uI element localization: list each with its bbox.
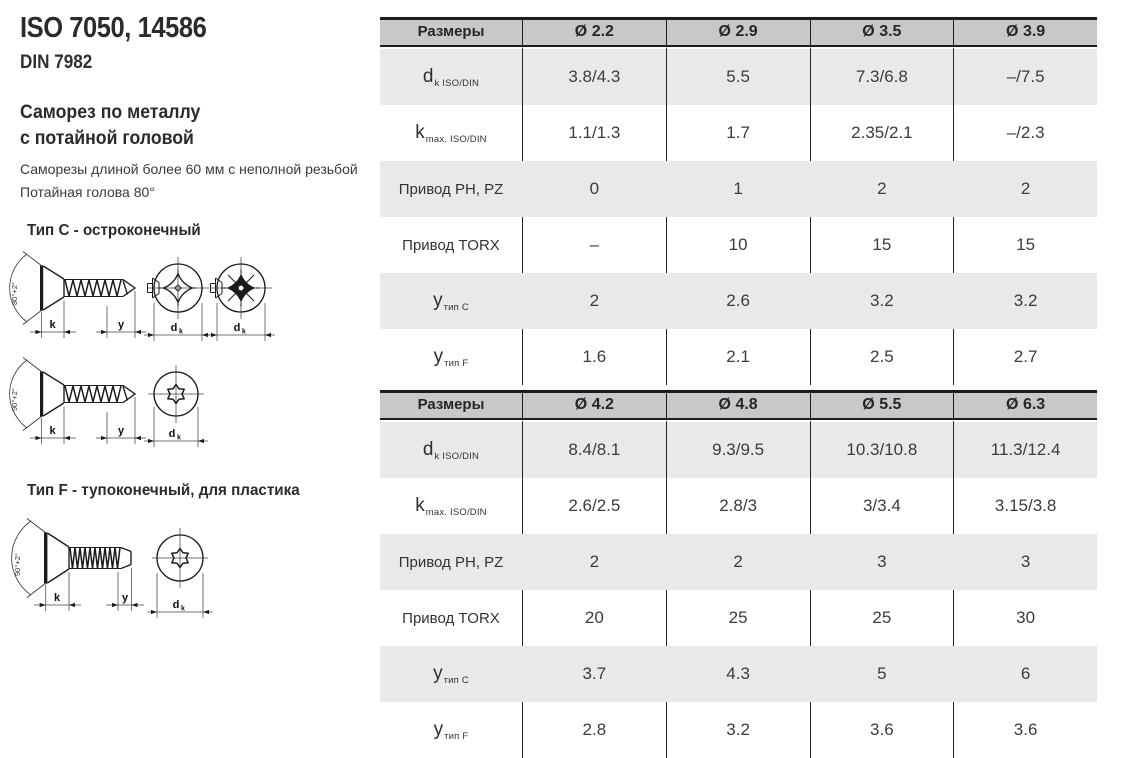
value-cell: 1.7 (666, 105, 810, 161)
value-cell: 3.15/3.8 (953, 478, 1097, 534)
value-cell: 20 (522, 590, 666, 646)
product-name-line2: с потайной головой (20, 128, 194, 149)
value-cell: 2.35/2.1 (810, 105, 954, 161)
value-cell: 3/3.4 (810, 478, 954, 534)
dim-label-k: k (49, 319, 56, 331)
value-cell: 9.3/9.5 (666, 420, 810, 478)
head-view-torx (144, 365, 208, 447)
value-cell: 4.3 (666, 646, 810, 702)
value-cell: 10 (666, 217, 810, 273)
product-name-line1: Саморез по металлу (20, 102, 201, 123)
dim-label-y: y (117, 319, 125, 331)
value-cell: 1.1/1.3 (522, 105, 666, 161)
note-thread: Саморезы длиной более 60 мм с неполной резьбой (20, 161, 358, 177)
value-cell: 5.5 (666, 47, 810, 105)
value-cell: 2.6/2.5 (522, 478, 666, 534)
diameter-column-header: Ø 4.8 (666, 390, 810, 420)
spec-row (380, 105, 1097, 161)
dim-label-dk-sub: k (179, 328, 183, 336)
product-name (20, 100, 200, 152)
head-face (40, 266, 43, 311)
value-cell: 2 (666, 534, 810, 590)
head-view-pz (207, 257, 275, 341)
screw-side-view (10, 358, 146, 445)
row-label: $d_{k ISO/DIN}$ (380, 47, 522, 105)
diameter-column-header: Ø 5.5 (810, 390, 954, 420)
dim-label-k: k (49, 425, 56, 437)
row-label: $y_{тип F}$ (433, 718, 469, 742)
row-label: Привод TORX (402, 236, 500, 254)
value-cell: 0 (522, 161, 666, 217)
diameter-column-header: Ø 6.3 (953, 390, 1097, 420)
row-label: $k_{max. ISO/DIN}$ (415, 121, 487, 145)
value-cell: 6 (953, 646, 1097, 702)
spec-row (380, 329, 1097, 385)
dim-label-y: y (121, 592, 129, 604)
dim-label-k: k (53, 592, 61, 604)
row-label: $y_{тип F}$ (433, 345, 469, 369)
dimensions-table-large (380, 390, 1097, 758)
value-cell: 25 (666, 590, 810, 646)
type-c-drawing-ph-pz (6, 246, 278, 350)
dim-label-dk: d (168, 428, 176, 440)
value-cell: 2.5 (810, 329, 954, 385)
row-label: Привод PH, PZ (380, 161, 522, 217)
dim-label-dk-sub: k (242, 328, 246, 336)
value-cell: 30 (953, 590, 1097, 646)
dim-label-y: y (117, 425, 125, 437)
spec-row (380, 161, 1097, 217)
spec-row (380, 478, 1097, 534)
dimensions-corner-header: Размеры (380, 17, 522, 47)
value-cell: –/2.3 (953, 105, 1097, 161)
head-view-torx (147, 528, 213, 618)
spec-row (380, 420, 1097, 478)
value-cell: –/7.5 (953, 47, 1097, 105)
angle-label: 90°+2° (10, 388, 19, 411)
head-view-ph (144, 257, 212, 341)
note-head: Потайная голова 80° (20, 184, 155, 200)
value-cell: 2.8/3 (666, 478, 810, 534)
standard-subtitle: DIN 7982 (20, 52, 93, 73)
value-cell: 8.4/8.1 (522, 420, 666, 478)
section-heading-type-c: Тип C - остроконечный (27, 222, 201, 239)
spec-row (380, 702, 1097, 758)
value-cell: 2.1 (666, 329, 810, 385)
value-cell: 3.6 (810, 702, 954, 758)
angle-label: 80°+2° (10, 282, 19, 305)
spec-row (380, 273, 1097, 329)
page-title: ISO 7050, 14586 (20, 12, 207, 44)
screw-side-view (12, 519, 144, 612)
value-cell: 3.7 (522, 646, 666, 702)
section-heading-type-f: Тип F - тупоконечный, для пластика (27, 482, 300, 499)
value-cell: 3.8/4.3 (522, 47, 666, 105)
row-label: Привод PH, PZ (380, 534, 522, 590)
value-cell: 3.2 (810, 273, 954, 329)
value-cell: 11.3/12.4 (953, 420, 1097, 478)
diameter-column-header: Ø 4.2 (522, 390, 666, 420)
dim-label-dk: d (170, 322, 178, 334)
value-cell: 3.2 (953, 273, 1097, 329)
diameter-column-header: Ø 3.9 (953, 17, 1097, 47)
dim-label-dk-sub: k (181, 605, 185, 613)
value-cell: 15 (953, 217, 1097, 273)
value-cell: – (522, 217, 666, 273)
value-cell: 2.6 (666, 273, 810, 329)
value-cell: 1.6 (522, 329, 666, 385)
value-cell: 2.7 (953, 329, 1097, 385)
value-cell: 3 (953, 534, 1097, 590)
value-cell: 10.3/10.8 (810, 420, 954, 478)
dim-label-dk: d (172, 599, 180, 611)
row-label: $y_{тип C}$ (380, 646, 522, 702)
table-header-row (380, 17, 1097, 47)
spec-row (380, 590, 1097, 646)
spec-row (380, 217, 1097, 273)
value-cell: 1 (666, 161, 810, 217)
value-cell: 2 (522, 534, 666, 590)
table-header-row (380, 390, 1097, 420)
row-label: Привод TORX (402, 609, 500, 627)
type-f-drawing (8, 510, 223, 628)
value-cell: 3.2 (666, 702, 810, 758)
value-cell: 2 (953, 161, 1097, 217)
spec-row (380, 47, 1097, 105)
screw-side-view (10, 252, 146, 339)
value-cell: 7.3/6.8 (810, 47, 954, 105)
blunt-tip (121, 548, 131, 569)
type-c-drawing-torx (6, 352, 218, 456)
value-cell: 15 (810, 217, 954, 273)
value-cell: 5 (810, 646, 954, 702)
dimensions-table-small (380, 17, 1097, 385)
value-cell: 2 (522, 273, 666, 329)
dim-label-dk-sub: k (177, 434, 181, 442)
spec-row (380, 534, 1097, 590)
row-label: $d_{k ISO/DIN}$ (380, 420, 522, 478)
value-cell: 3 (810, 534, 954, 590)
spec-row (380, 646, 1097, 702)
diameter-column-header: Ø 2.2 (522, 17, 666, 47)
value-cell: 2 (810, 161, 954, 217)
product-notes (20, 158, 358, 204)
diameter-column-header: Ø 2.9 (666, 17, 810, 47)
value-cell: 3.6 (953, 702, 1097, 758)
value-cell: 2.8 (522, 702, 666, 758)
value-cell: 25 (810, 590, 954, 646)
angle-label: 90°+2° (13, 553, 22, 576)
row-label: $y_{тип C}$ (380, 273, 522, 329)
dimensions-corner-header: Размеры (380, 390, 522, 420)
row-label: $k_{max. ISO/DIN}$ (415, 494, 487, 518)
diameter-column-header: Ø 3.5 (810, 17, 954, 47)
dim-label-dk: d (233, 322, 241, 334)
